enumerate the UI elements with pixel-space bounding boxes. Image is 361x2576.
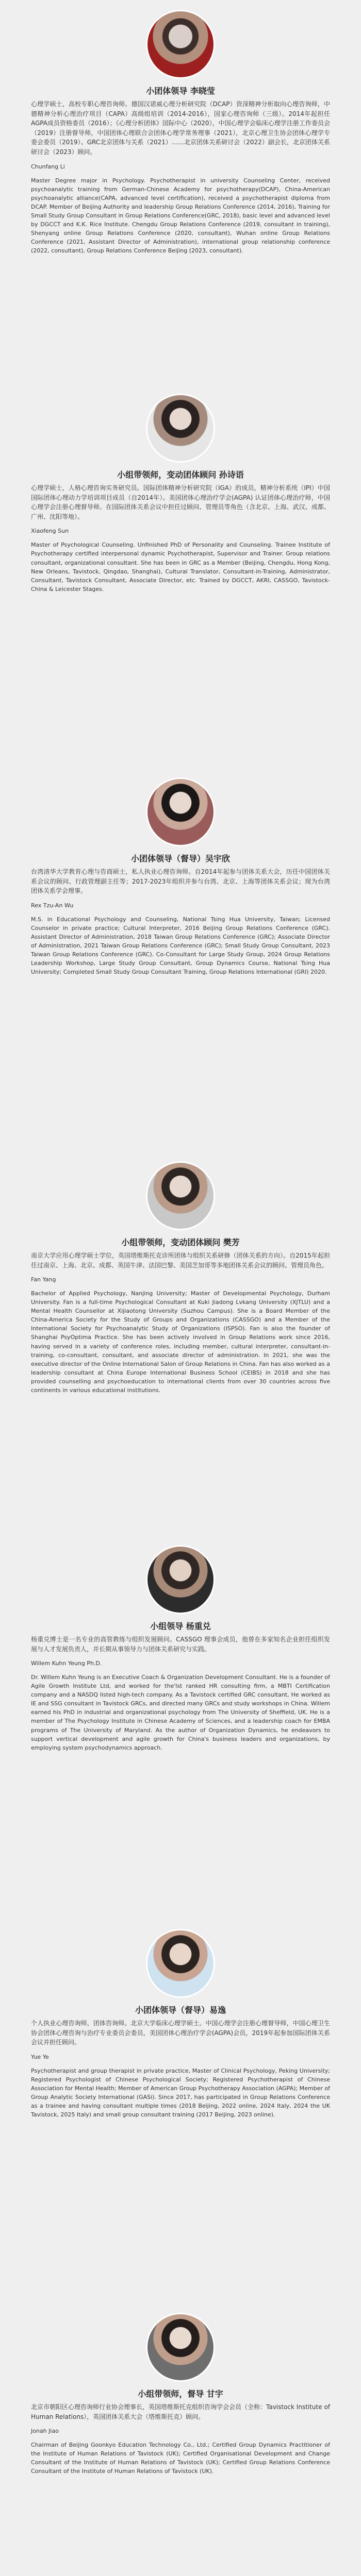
profile-en-bio: M.S. in Educational Psychology and Counseling, National Tsing Hua University, Taiwan; Licensed Counselor in private practice; Cultural Interpreter, 2016 Beijing Group Relations Conference (GRC). Assistant Director of Administration, 2018 Taiwan Group Relations Conference (GRC); Associate Director of Administration, 2021 Taiwan Group Relations Conference (GRC); Small Study Group Consultant, 2023 Taiwan Group Relations Conference (GRC). Co-Consultant for Large Study Group, 2024 Group Relations Leadership Workshop, Large Study Group Consultant, Group Dynamics Course, National Tsing Hua University; Completed Small Study Group Consultant Training, Group Relations International (GRI) 2020. xyxy=(31,916,330,976)
profile-cn: 个人执业心理咨询师，团体咨询师。北京大学临床心理学硕士。中国心理学会注册心理督导师，中国心理卫生协会团体心理咨询与治疗专业委员会委员，美国团体心理治疗学会(AGPA)会员，2019年起参加国际团体关系会议并担任顾问。 xyxy=(31,2020,330,2046)
avatar xyxy=(147,1930,214,1996)
avatar xyxy=(147,1547,214,1613)
avatar-wrap xyxy=(147,1151,214,1229)
profile-en-name: Willem Kuhn Yeung Ph.D. xyxy=(31,1660,102,1667)
profile-name: 小团体领导 李晓莹 xyxy=(146,86,215,96)
profile-en-bio: Psychotherapist and group therapist in private practice, Master of Clinical Psychology, Peking University; Registered Psychologist of Chinese Psychological Society; Registered Psychotherapist of Chinese Association for Mental Health; Member of American Group Psychotherapy Association (AGPA); Member of Group Analytic Society International (GASi). Since 2017, has participated in Group Relations Conference as a trainee and having consultant multiple times (2018 Beijing, 2022 online, 2024 Italy, 2024 the UK Tavistock, 2025 Italy) and small group consultant training (2017 Beijing, 2023 online). xyxy=(31,2067,330,2119)
avatar xyxy=(147,11,214,77)
profile-card xyxy=(0,1151,361,1535)
profile-en-name: Yue Ye xyxy=(31,2053,49,2060)
profile-card xyxy=(0,384,361,768)
avatar xyxy=(147,1163,214,1229)
profile-cn: 北京市朝阳区心理咨询师行业协会理事长，英国塔维斯托克组织咨询学会会员（全称：Tavistock Institute of Human Relations），英国团体关系大会（塔维斯托克）顾问。 xyxy=(31,2403,331,2420)
profile-cn: 杨重兑博士是一名专业的高管教练与组织发展顾问。CASSGO 理事会成员，他曾在多家知名企业担任组织发展与人才发展负责人，并长期从事领导力与团体关系研究与实践。 xyxy=(31,1636,330,1653)
profile-text xyxy=(31,483,330,594)
profile-text xyxy=(31,867,330,976)
profile-cn: 心理学硕士，高校专职心理咨询师。德国汉诺威心理分析研究院（DCAP）资深精神分析取向心理咨询师，中德精神分析心理治疗项目（CAPA）高级组培训（2014-2016），国家心理咨询师（三级）。2014年起担任AGPA成员资格委员（2016）；《心理分析团体》国际中心（2020），中国心理学会临床心理学注册工作委员会（2019）注册督导师，中国团体心理联合会团体心理学常务理事（2021），北京心理卫生协会团体心理学专委会委员（2019）、GRC北京团体与关系（2021）……北京团体关系研讨会（2022）副会长，北京团体关系研讨会（2023）顾问。 xyxy=(31,100,330,156)
avatar-wrap xyxy=(147,1919,214,1996)
profile-text xyxy=(31,2402,330,2476)
profile-name: 小团体领导（督导）易逸 xyxy=(135,2005,226,2015)
profile-name: 小组带领师，变动团体顾问 樊芳 xyxy=(121,1238,240,1247)
avatar-wrap xyxy=(147,1535,214,1613)
avatar-wrap xyxy=(147,384,214,461)
avatar-wrap xyxy=(147,768,214,845)
profile-en-bio: Master of Psychological Counseling. Unfinished PhD of Personality and Counseling. Trainee Institute of Psychotherapy certified interpersonal dynamic Psychotherapist, Supervisor and Trainer. Group relations consultant, organizational consultant. She has been in GRC as a Member (Beijing, Chengdu, Hong Kong, New Orleans, Tavistock, Qingdao, Shanghai), Cultural Translator, Consultant-in-Training, Administrator, Consultant, Tavistock Consultant, Associate Director, etc. Trained by DGCCT, AKRI, CASSGO, Tavistock-China & Leicester Stages. xyxy=(31,541,330,592)
profile-text xyxy=(31,99,330,255)
profile-en-bio: Dr. Willem Kuhn Yeung is an Executive Coach & Organization Development Consultant. He is a founder of Agile Growth Institute Ltd, and worked for the'lst ranked HR consulting firm, a MBTI Certification company and a NASDQ listed high-tech company. As a Tavistock certified GRC consultant, He worked as IE and SSG consultant in Tavistock GRCs, and directed many GRCs and study workshops in China. Willem earned his PhD in industrial and organizational psychology from The University of Sheffield, UK. He is a member of The Psychology Institute in Chinese Academy of Sciences, and a leadership coach for EMBA programs of The University of Maryland. As the author of Organization Dynamics, he endeavors to support vertical development and agile growth for China's business leaders and organizations, by employing system psychodynamics approach. xyxy=(31,1674,330,1751)
profile-text xyxy=(31,2019,330,2119)
profile-card xyxy=(0,0,361,384)
avatar-wrap xyxy=(147,2303,214,2380)
avatar xyxy=(147,779,214,845)
profile-text xyxy=(31,1251,330,1395)
profile-en-name: Jonah Jiao xyxy=(31,2428,59,2435)
profile-cn: 南京大学应用心理学硕士学位，英国塔维斯托克诊所团体与组织关系研修（团体关系的方向）。自2015年起担任过南京、上海、北京、成都、英国牛津、法国巴黎、美国芝加哥等多地团体关系会议的顾问、管理员角色。 xyxy=(31,1252,330,1269)
profile-en-name: Rex Tzu-An Wu xyxy=(31,902,74,909)
profile-en-name: Fan Yang xyxy=(31,1276,56,1283)
profile-card xyxy=(0,768,361,1151)
profile-en-name: Xiaofeng Sun xyxy=(31,528,69,535)
profile-cn: 心理学硕士，人格心理咨询实务研究员。国际团体精神分析研究院（IGA）的成员，精神分析系统（IPI）中国国际团体心理动力学培训项目成员（自2014年）。美国团体心理治疗学会(AGPA) 认证团体心理治疗师，中国心理学会注册心理督导师。在国际团体关系会议中担任过顾问、管理员等角色（含北京、上海、武汉、成都、广州、沈阳等地）。 xyxy=(31,484,330,520)
avatar xyxy=(147,2314,214,2380)
avatar xyxy=(147,395,214,461)
profile-name: 小团体领导（督导）吴宇欣 xyxy=(130,854,230,863)
profile-en-bio: Master Degree major in Psychology. Psychotherapist in university Counseling Center, received psychoanalytic training from German-Chinese Academy for psychotherapy(DCAP), China-American psychoanalytic alliance(CAPA, advanced level certification), received a psychotherapist diploma from DCAP. Member of Beijing Authority and leadership Group Relations Conference (2014, 2016), Training for Small Study Group Consultant in Group Relations Conference(GRC, 2018), basic level and advanced level by DGCCT and K.K. Rice Institute. Chengdu Group Relations Conference (2019, consultant in training), Shenyang online Group Relations Conference (2020, consultant), Wuhan online Group Relations Conference (2021, Assistant Director of Administration), international group relationship conference (2022, consultant), Group Relations Conference Beijing (2023, consultant). xyxy=(31,177,330,254)
profile-card xyxy=(0,1919,361,2303)
profile-text xyxy=(31,1635,330,1752)
profile-en-name: Chunfang Li xyxy=(31,163,65,170)
avatar-wrap xyxy=(147,0,214,77)
profile-en-bio: Chairman of Beijing Goonkyo Education Technology Co., Ltd.; Certified Group Dynamics Practitioner of the Institute of Human Relations of Tavistock (UK); Certified Organisational Development and Change Consultant of the Institute of Human Relations of Tavistock (UK); Certified Group Relations Conference Consultant of the Institute of Human Relations of Tavistock (UK). xyxy=(31,2442,330,2475)
profile-en-bio: Bachelor of Applied Psychology, Nanjing University; Master of Developmental Psychology, Durham University. Fan is a full-time Psychological Consultant at Kuki Jiadong Lvkang University (XJTLU) and a Mental Health Counsellor at Xijiaotong University (Suzhou Campus). She is a Board Member of the China-America Society for the Study of Groups and Organizations (CASSGO) and a Member of the International Society for Psychoanalytic Study of Organizations (ISPSO). Fan is also the founder of Shanghai PsyOptima Practice. She has been actively involved in Group Relations work since 2016, having served in a variety of conference roles, including member, cultural interpreter, consultant-in-training, co-consultant, consultant, and associate director of administration. In 2021, she was the executive director of the Online International Salon of Group Relations in China. Fan has also worked as a leadership consultant at China Europe International Business School (CEIBS) in 2018 and she has provided counselling and psychoeducation to international clients from over 30 countries across five continents in various educational institutions. xyxy=(31,1290,330,1394)
profile-name: 小组带领师，督导 甘宇 xyxy=(138,2389,223,2399)
profile-name: 小组领导 杨重兑 xyxy=(150,1621,211,1631)
profile-card xyxy=(0,1535,361,1919)
profile-cn: 台湾清华大学教育心理与咨商硕士，私人执业心理咨询师。自2014年起参与团体关系大会，历任中国团体关系会议的顾问、行政管理副主任等；2017-2023年组织并参与台湾、北京、上海等团体关系会议；现为台湾团体关系学会理事。 xyxy=(31,868,330,895)
profile-card xyxy=(0,2303,361,2576)
profile-name: 小组带领师，变动团体顾问 孙诗语 xyxy=(117,470,244,480)
